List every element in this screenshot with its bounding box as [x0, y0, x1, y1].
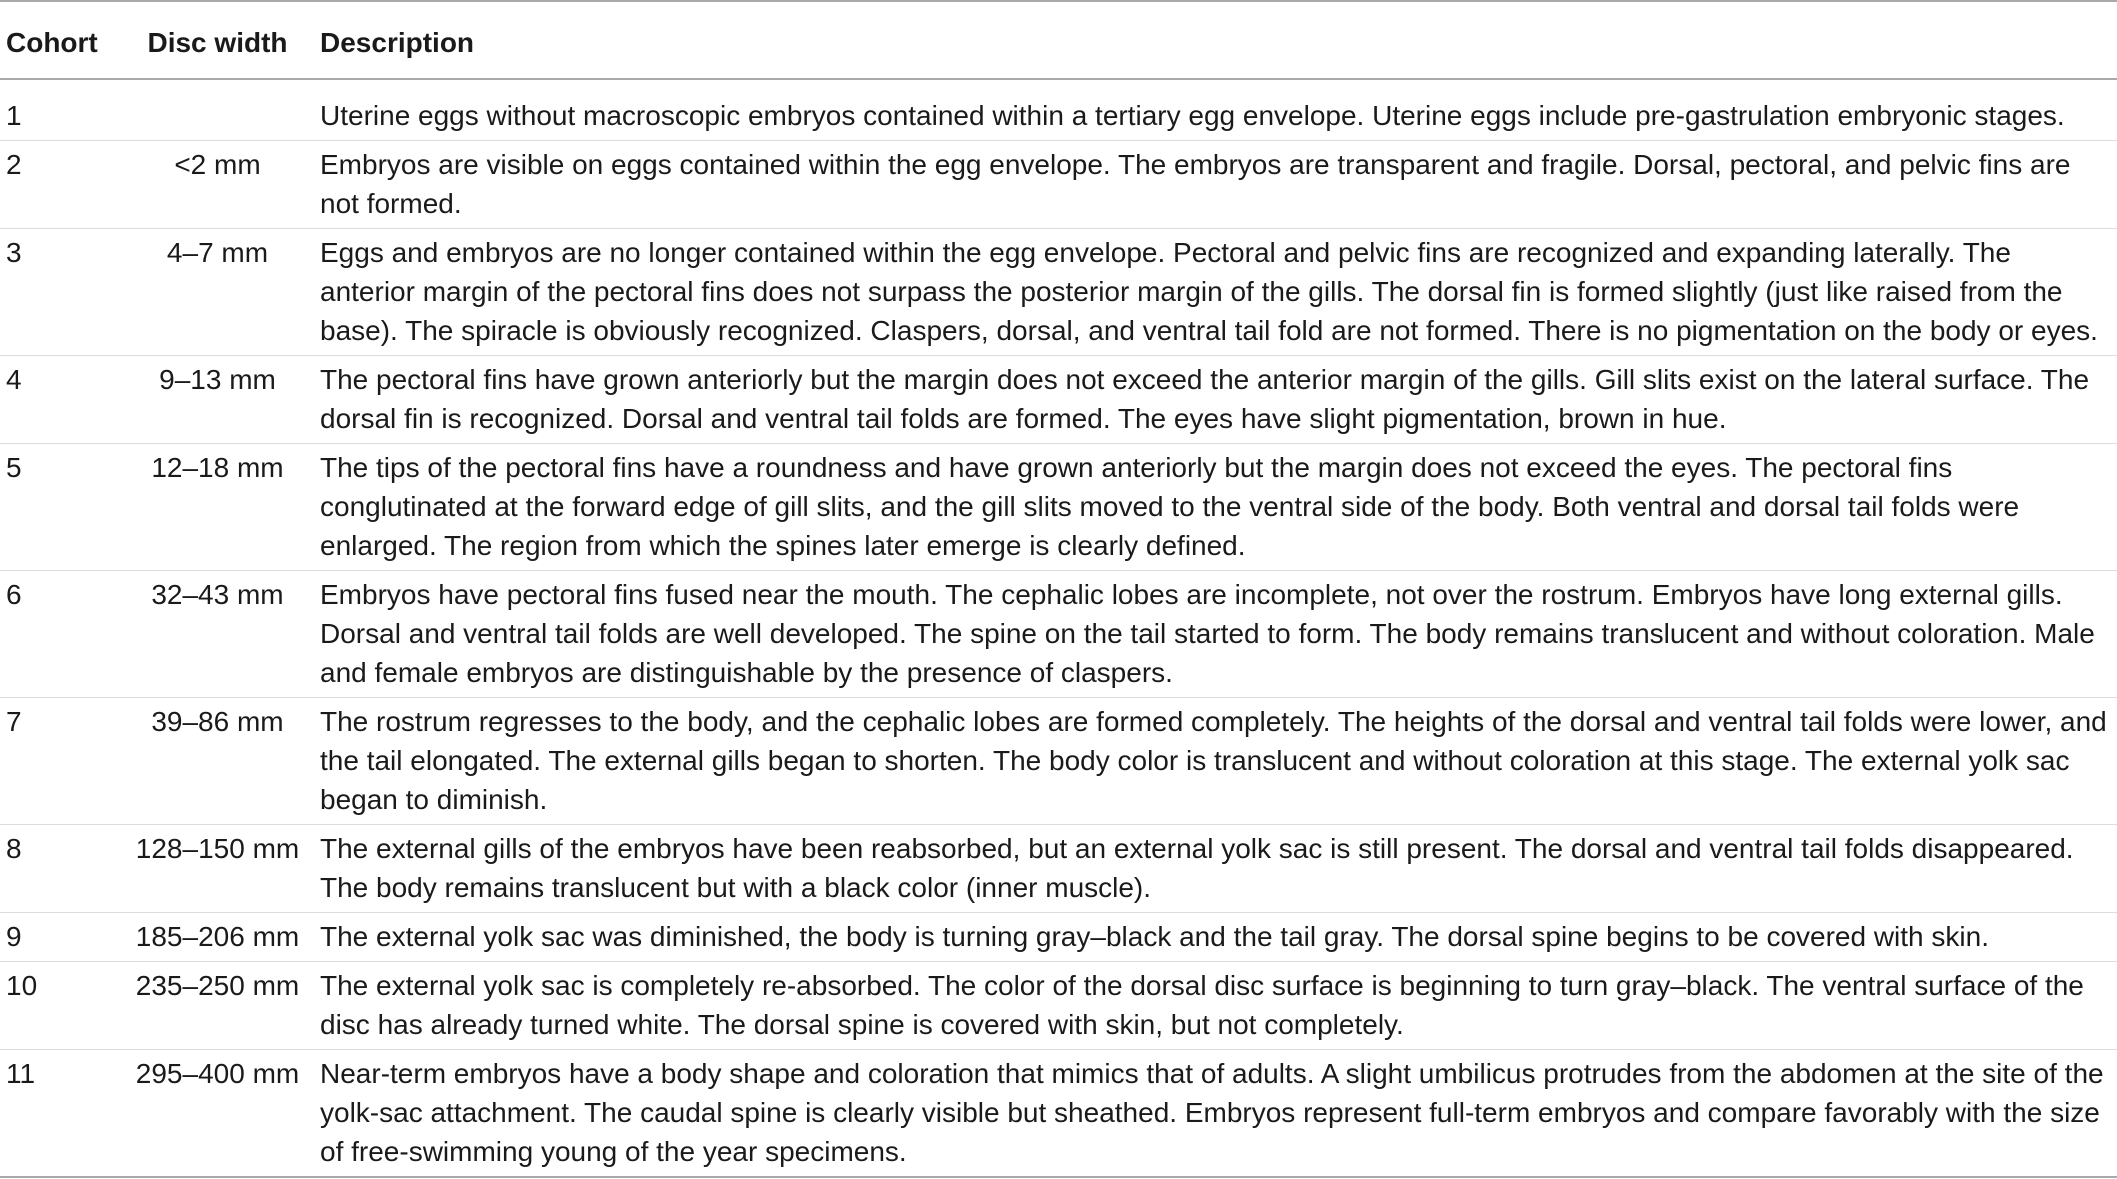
cell-disc-width: 185–206 mm: [135, 921, 300, 952]
cell-cohort: 11: [6, 1058, 36, 1089]
cell-description: Eggs and embryos are no longer contained within the egg envelope. Pectoral and pelvic fins are recognized and expanding laterally. The anterior margin of the pectoral fins does not surpass the posterior margin of the gills. The dorsal fin is formed slightly (just like raised from the base). The spiracle is obviously recognized. Claspers, dorsal, and ventral tail fold are not formed. There is no pigmentation on the body or eyes.: [320, 237, 2098, 346]
cell-description: The external gills of the embryos have been reabsorbed, but an external yolk sac is still present. The dorsal and ventral tail folds disappeared. The body remains translucent but with a black color (inner muscle).: [320, 833, 2074, 903]
cell-description: The rostrum regresses to the body, and the cephalic lobes are formed completely. The heights of the dorsal and ventral tail folds were lower, and the tail elongated. The external gills began to shorten. The body color is translucent and without coloration at this stage. The external yolk sac began to diminish.: [320, 706, 2107, 815]
cell-cohort: 4: [6, 364, 22, 395]
header-description: Description: [320, 26, 475, 58]
cell-cohort: 10: [6, 970, 38, 1001]
cell-disc-width: 295–400 mm: [135, 1058, 300, 1089]
table-row: [0, 698, 2117, 825]
cell-description: The external yolk sac is completely re-absorbed. The color of the dorsal disc surface is beginning to turn gray–black. The ventral surface of the disc has already turned white. The dorsal spine is covered with skin, but not completely.: [320, 970, 2084, 1040]
cell-cohort: 1: [6, 100, 22, 131]
header-row: [0, 1, 2117, 79]
table-row: [0, 141, 2117, 229]
cell-disc-width: 39–86 mm: [151, 706, 284, 737]
cell-disc-width: 12–18 mm: [151, 452, 284, 483]
cell-cohort: 2: [6, 149, 22, 180]
cell-cohort: 6: [6, 579, 22, 610]
table-row: [0, 79, 2117, 141]
cell-cohort: 5: [6, 452, 22, 483]
table-row: [0, 1050, 2117, 1178]
header-disc-width: Disc width: [147, 26, 288, 58]
cell-cohort: 9: [6, 921, 22, 952]
cell-cohort: 7: [6, 706, 22, 737]
cell-disc-width: 4–7 mm: [166, 237, 269, 268]
table-row: [0, 571, 2117, 698]
cell-disc-width: 128–150 mm: [135, 833, 300, 864]
table-body: [0, 79, 2117, 1177]
cell-disc-width: 9–13 mm: [159, 364, 276, 395]
cell-description: Uterine eggs without macroscopic embryos contained within a tertiary egg envelope. Uterine eggs include pre-gastrulation embryonic stages.: [320, 100, 2065, 131]
table-row: [0, 825, 2117, 913]
cell-disc-width: <2 mm: [174, 149, 261, 180]
header-cohort: Cohort: [6, 26, 98, 58]
cell-disc-width: 32–43 mm: [151, 579, 284, 610]
table-row: [0, 356, 2117, 444]
cell-description: The tips of the pectoral fins have a roundness and have grown anteriorly but the margin does not exceed the eyes. The pectoral fins conglutinated at the forward edge of gill slits, and the gill slits moved to the ventral side of the body. Both ventral and dorsal tail folds were enlarged. The region from which the spines later emerge is clearly defined.: [320, 452, 2020, 561]
cell-description: The external yolk sac was diminished, the body is turning gray–black and the tail gray. The dorsal spine begins to be covered with skin.: [320, 921, 1989, 952]
cell-description: Embryos are visible on eggs contained within the egg envelope. The embryos are transparent and fragile. Dorsal, pectoral, and pelvic fins are not formed.: [320, 149, 2071, 219]
table-row: [0, 444, 2117, 571]
table-row: [0, 229, 2117, 356]
cell-description: Embryos have pectoral fins fused near the mouth. The cephalic lobes are incomplete, not over the rostrum. Embryos have long external gills. Dorsal and ventral tail folds are well developed. The spine on the tail started to form. The body remains translucent and without coloration. Male and female embryos are distinguishable by the presence of claspers.: [320, 579, 2095, 688]
cell-disc-width: 235–250 mm: [135, 970, 300, 1001]
table-header: [0, 1, 2117, 79]
cell-description: Near-term embryos have a body shape and coloration that mimics that of adults. A slight umbilicus protrudes from the abdomen at the site of the yolk-sac attachment. The caudal spine is clearly visible but sheathed. Embryos represent full-term embryos and compare favorably with the size of free-swimming young of the year specimens.: [320, 1058, 2104, 1167]
cell-disc-width: [124, 79, 311, 141]
table-row: [0, 962, 2117, 1050]
table-row: [0, 913, 2117, 962]
cell-cohort: 3: [6, 237, 22, 268]
cell-description: The pectoral fins have grown anteriorly but the margin does not exceed the anterior margin of the gills. Gill slits exist on the lateral surface. The dorsal fin is recognized. Dorsal and ventral tail folds are formed. The eyes have slight pigmentation, brown in hue.: [320, 364, 2090, 434]
cell-cohort: 8: [6, 833, 22, 864]
